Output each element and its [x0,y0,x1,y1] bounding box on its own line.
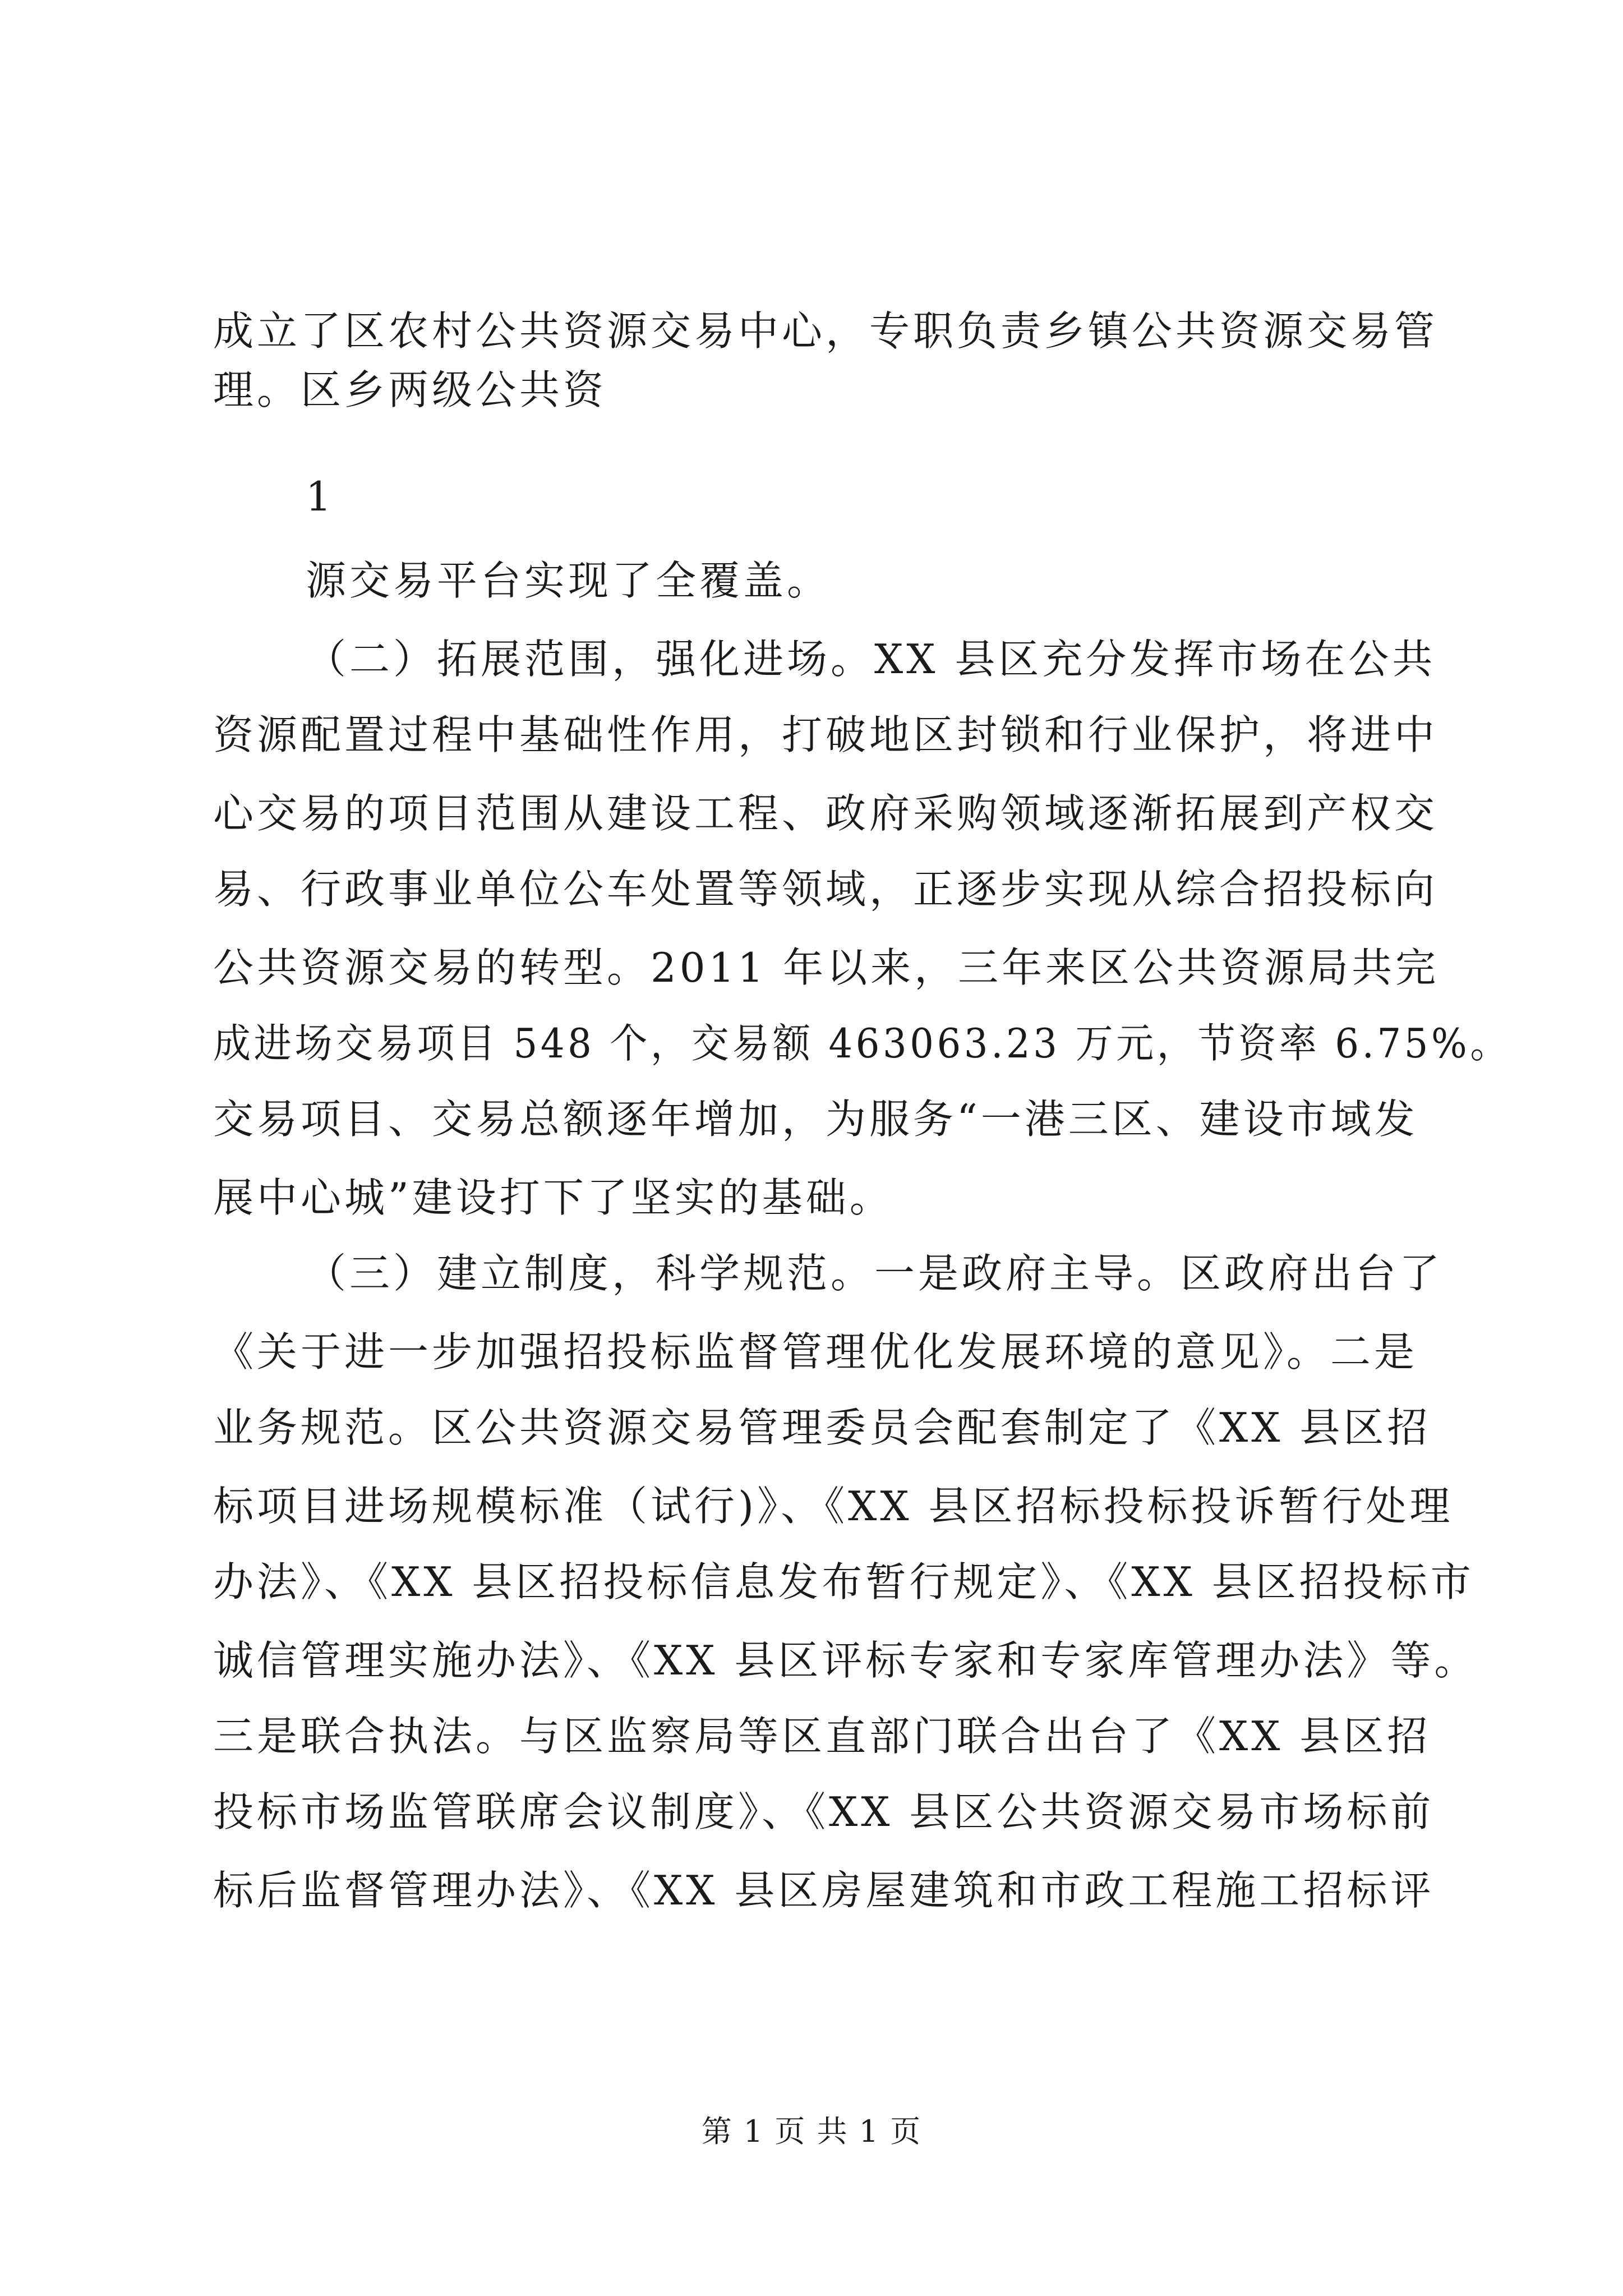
page-footer: 第 1 页 共 1 页 [701,2114,922,2149]
text-line: 投标市场监管联席会议制度》、《XX 县区公共资源交易市场标前 [213,1788,1435,1835]
text-line: 标后监督管理办法》、《XX 县区房屋建筑和市政工程施工招标评 [213,1867,1435,1914]
text-line: 标项目进场规模标准（试行)》、《XX 县区招标投标投诉暂行处理 [213,1483,1454,1530]
text-line: 心交易的项目范围从建设工程、政府采购领域逐渐拓展到产权交 [213,790,1438,837]
text-line: 《关于进一步加强招投标监督管理优化发展环境的意见》。二是 [213,1328,1418,1375]
text-line: 源交易平台实现了全覆盖。 [306,557,831,604]
text-line: 公共资源交易的转型。2011 年以来，三年来区公共资源局共完 [213,944,1440,991]
text-line: 业务规范。区公共资源交易管理委员会配套制定了《XX 县区招 [213,1404,1431,1451]
inline-page-number: 1 [306,473,335,520]
text-line: 展中心城”建设打下了坚实的基础。 [213,1174,893,1221]
paragraph-heading-line: （三）建立制度，科学规范。一是政府主导。区政府出台了 [306,1250,1444,1297]
text-line: 办法》、《XX 县区招投标信息发布暂行规定》、《XX 县区招投标市 [213,1558,1474,1605]
text-line: 交易项目、交易总额逐年增加，为服务“一港三区、建设市域发 [213,1096,1418,1143]
text-line: 理。区乡两级公共资 [213,366,607,413]
text-line: 成进场交易项目 548 个，交易额 463063.23 万元，节资率 6.75%。 [213,1020,1511,1067]
paragraph-heading-line: （二）拓展范围，强化进场。XX 县区充分发挥市场在公共 [306,636,1436,683]
text-line: 易、行政事业单位公车处置等领域，正逐步实现从综合招投标向 [213,866,1438,913]
text-line: 诚信管理实施办法》、《XX 县区评标专家和专家库管理办法》等。 [213,1637,1478,1684]
text-line: 三是联合执法。与区监察局等区直部门联合出台了《XX 县区招 [213,1713,1431,1760]
text-line: 资源配置过程中基础性作用，打破地区封锁和行业保护，将进中 [213,711,1438,758]
text-line: 成立了区农村公共资源交易中心，专职负责乡镇公共资源交易管 [213,307,1438,355]
